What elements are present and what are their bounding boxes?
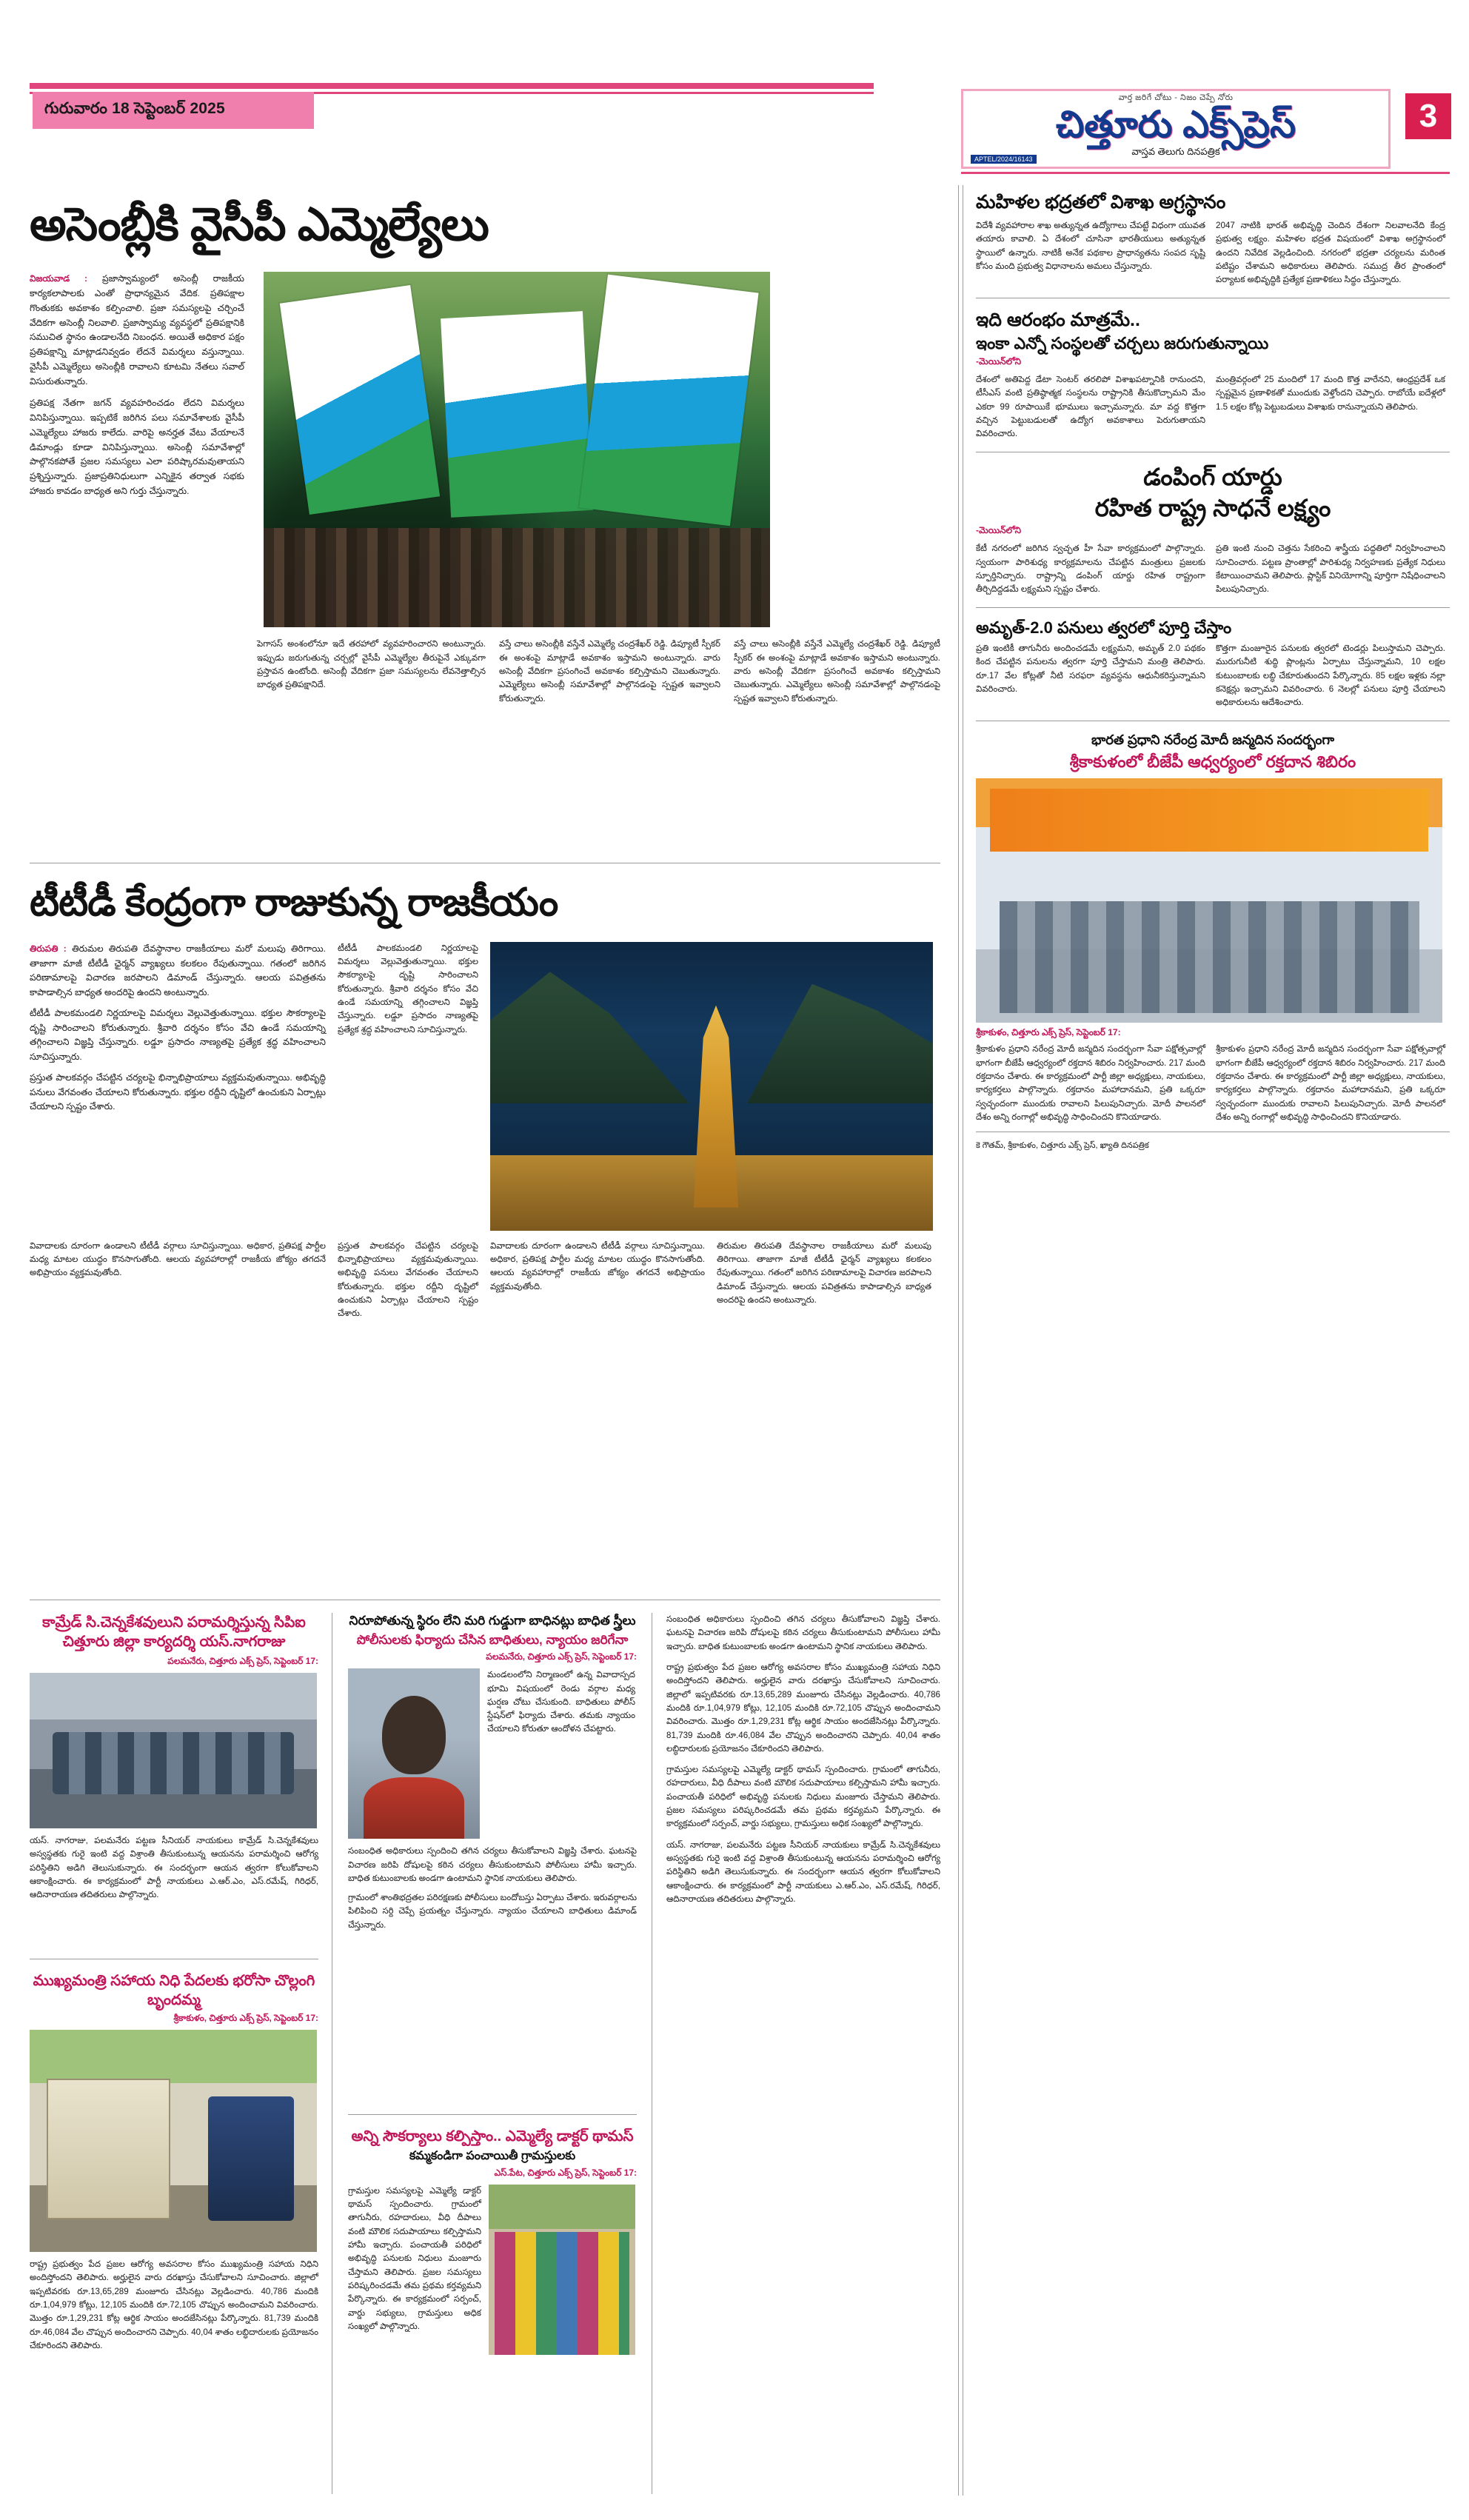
column-divider-right	[958, 185, 959, 2496]
right-s1-body-1: విదేశీ వ్యవహారాల శాఖ అత్యున్నత ఉద్యోగాలు చేపట్టే విధంగా యువత తయారు కావాలి. ఏ దేశంలో చూసినా భారతీయులు అత్యున్నత స్థాయిలో ఉన్నారు. నాటికీ అనేక పథకాల ప్రాధాన్యతను సంపద సృష్టి కోసం మంది ప్రభుత్వ విధానాలను అమలు చేస్తున్నారు.	[976, 221, 1205, 271]
right-s4-body-1: ప్రతి ఇంటికీ తాగునీరు అందించడమే లక్ష్యమని, అమృత్ 2.0 పథకం కింద చేపట్టిన పనులను త్వరగా పూర్తి చేస్తామని మంత్రి తెలిపారు. రూ.17 వేల కోట్లతో నీటి సరఫరా వ్యవస్థను ఆధునీకరిస్తున్నామని వివరించారు.	[976, 643, 1205, 694]
bottom-overflow-4: యస్. నాగరాజు, పలమనేరు పట్టణ సీనియర్ నాయకులు కామ్రేడ్ సి.చెన్నకేశవులు అస్వస్థతకు గురై ఇంటి వద్ద విశ్రాంతి తీసుకుంటున్న ఆయనను పరామర్శించి ఆరోగ్య పరిస్థితిని అడిగి తెలుసుకున్నారు. ఈ సందర్భంగా ఆయన త్వరగా కోలుకోవాలని ఆకాంక్షించారు. ఈ కార్యక్రమంలో పార్టీ నాయకులు ఎ.ఆర్.ఎం, ఎస్.రమేష్, గిరిధర్, ఆదినారాయణ తదితరులు పాల్గొన్నారు.	[666, 1839, 940, 1904]
ttd-body-2: టీటీడీ పాలకమండలి నిర్ణయాలపై విమర్శలు వెల్లువెత్తుతున్నాయి. భక్తుల సౌకర్యాలపై దృష్టి సారించాలని కోరుతున్నారు. శ్రీవారి దర్శనం కోసం వేచి ఉండే సమయాన్ని తగ్గించాలని విజ్ఞప్తి చేస్తున్నారు. లడ్డూ ప్రసాదం నాణ్యతపై ప్రత్యేక శ్రద్ధ వహించాలని సూచిస్తున్నారు.	[30, 1007, 326, 1063]
masthead-rule-top	[30, 83, 874, 89]
bjp-blood-donation-photo	[976, 778, 1442, 1023]
ttd-body-1	[30, 942, 326, 1000]
right-s2-body-1: దేశంలో అతిపెద్ద డేటా సెంటర్ తరలిపో విశాఖపట్నానికి రానుందని, టీసీఎస్ వంటి ప్రతిష్ఠాత్మక సంస్థలను రాష్ట్రానికి తీసుకొచ్చామని మేం ఎకరా 99 రూపాయికే భూములు ఇచ్చామన్నారు. మా వద్ద కొత్తగా వచ్చిన పెట్టుబడులతో ఉద్యోగ అవకాశాలు పెరుగుతాయని వివరించారు.	[976, 374, 1205, 439]
right-s4-body-2: కొత్తగా మంజూరైన పనులకు త్వరలో టెండర్లు పిలుస్తామని చెప్పారు. మురుగునీటి శుద్ధి ప్లాంట్లను ఏర్పాటు చేస్తున్నామని, 10 లక్షల కుటుంబాలకు లబ్ధి చేకూరుతుందని పేర్కొన్నారు. 85 లక్షల ఇళ్లకు నల్లా కనెక్షన్లు ఇచ్చామని వివరించారు. 6 నెలల్లో పనులు పూర్తి చేయాలని అధికారులను ఆదేశించారు.	[1216, 643, 1445, 708]
right-story-5	[976, 732, 1450, 1125]
temple-photo	[490, 942, 933, 1231]
cpi-dateline: పలమనేరు, చిత్తూరు ఎక్స్ ప్రెస్, సెప్టెంబర్ 17:	[167, 1656, 318, 1666]
ttd-dateline: తిరుపతి :	[30, 943, 67, 954]
police-body-1: మండలంలోని నిర్మాణంలో ఉన్న వివాదాస్పద భూమి విషయంలో రెండు వర్గాల మధ్య ఘర్షణ చోటు చేసుకుంది. బాధితులు పోలీస్ స్టేషన్‌లో ఫిర్యాదు చేశారు. తమకు న్యాయం చేయాలని కోరుతూ ఆందోళన చేపట్టారు.	[487, 1670, 635, 1734]
cm-fund-story	[30, 1971, 318, 2353]
ttd-caption-4: తిరుమల తిరుపతి దేవస్థానాల రాజకీయాలు మరో మలుపు తిరిగాయి. తాజాగా మాజీ టీటీడీ ఛైర్మన్ వ్యాఖ్యలు కలకలం రేపుతున్నాయి. గతంలో జరిగిన పరిణామాలపై విచారణ జరపాలని డిమాండ్ చేస్తున్నారు. ఆలయ పవిత్రతను కాపాడాల్సిన బాధ్యత అందరిపై ఉందని అంటున్నారు.	[717, 1240, 931, 1306]
right-s1-body-2: 2047 నాటికి భారత్ అభివృద్ధి చెందిన దేశంగా నిలవాలనేది కేంద్ర ప్రభుత్వ లక్ష్యం. మహిళల భద్రత విషయంలో విశాఖ అగ్రస్థానంలో ఉందని నివేదిక వెల్లడించింది. నగరంలో భద్రతా చర్యలను మరింత పటిష్టం చేశామని అధికారులు తెలిపారు. సముద్ర తీర ప్రాంతంలో పర్యాటక అభివృద్ధికి ప్రత్యేక ప్రణాళికలు సిద్ధం చేస్తున్నారు.	[1216, 221, 1445, 285]
right-s1-headline: మహిళల భద్రతలో విశాఖ అగ్రస్థానం	[976, 192, 1226, 213]
flag-graphic	[441, 311, 592, 517]
mla-body: గ్రామస్తుల సమస్యలపై ఎమ్మెల్యే డాక్టర్ థామస్ స్పందించారు. గ్రామంలో తాగునీరు, రహదారులు, వీధి దీపాలు వంటి మౌలిక సదుపాయాలు కల్పిస్తామని హామీ ఇచ్చారు. పంచాయతీ పరిధిలో అభివృద్ధి పనులకు నిధులు మంజూరు చేస్తామని తెలిపారు. ప్రజల సమస్యలు పరిష్కరించడమే తమ ప్రథమ కర్తవ్యమని పేర్కొన్నారు. ఈ కార్యక్రమంలో సర్పంచ్, వార్డు సభ్యులు, గ్రామస్తులు అధిక సంఖ్యలో పాల్గొన్నారు.	[348, 2185, 481, 2331]
ttd-story	[30, 881, 940, 1321]
page-number: 3	[1405, 93, 1451, 139]
mla-dateline: ఎస్.పేట, చిత్తూరు ఎక్స్ ప్రెస్, సెప్టెంబర్ 17:	[494, 2167, 637, 2178]
right-s5-body-1: శ్రీకాకుళం ప్రధాని నరేంద్ర మోదీ జన్మదిన సందర్భంగా సేవా పక్షోత్సవాల్లో భాగంగా బీజేపీ ఆధ్వర్యంలో రక్తదాన శిబిరం నిర్వహించారు. 217 మంది రక్తదానం చేశారు. ఈ కార్యక్రమంలో పార్టీ జిల్లా అధ్యక్షులు, నాయకులు, కార్యకర్తలు పాల్గొన్నారు. రక్తదానం మహాదానమని, ప్రతి ఒక్కరూ స్వచ్ఛందంగా ముందుకు రావాలని పిలుపునిచ్చారు. మోదీ పాలనలో దేశం అన్ని రంగాల్లో అభివృద్ధి సాధించిందని కొనియాడారు.	[976, 1044, 1205, 1123]
ttd-headline: టీటీడీ కేంద్రంగా రాజుకున్న రాజకీయం	[30, 881, 558, 924]
logo-registration-badge: APTEL/2024/16143	[971, 155, 1037, 164]
police-body-3: గ్రామంలో శాంతిభద్రతల పరిరక్షణకు పోలీసులు బందోబస్తు ఏర్పాటు చేశారు. ఇరువర్గాలను పిలిపించి సర్ది చెప్పే ప్రయత్నం చేస్తున్నారు. న్యాయం చేయాలని బాధితులు డిమాండ్ చేస్తున్నారు.	[348, 1893, 637, 1930]
right-s3-dateline: -మెయిన్‌లోని	[976, 525, 1022, 536]
right-column	[976, 191, 1450, 1153]
right-story-4	[976, 618, 1450, 710]
police-subhead: పోలీసులకు ఫిర్యాదు చేసిన బాధితులు, న్యాయం జరిగేనా	[356, 1633, 629, 1648]
cpi-body: యస్. నాగరాజు, పలమనేరు పట్టణ సీనియర్ నాయకులు కామ్రేడ్ సి.చెన్నకేశవులు అస్వస్థతకు గురై ఇంటి వద్ద విశ్రాంతి తీసుకుంటున్న ఆయనను పరామర్శించి ఆరోగ్య పరిస్థితిని అడిగి తెలుసుకున్నారు. ఈ సందర్భంగా ఆయన త్వరగా కోలుకోవాలని ఆకాంక్షించారు. ఈ కార్యక్రమంలో పార్టీ నాయకులు ఎ.ఆర్.ఎం, ఎస్.రమేష్, గిరిధర్, ఆదినారాయణ తదితరులు పాల్గొన్నారు.	[30, 1836, 318, 1900]
ttd-caption-2: ప్రస్తుత పాలకవర్గం చేపట్టిన చర్యలపై భిన్నాభిప్రాయాలు వ్యక్తమవుతున్నాయి. అభివృద్ధి పనులు వేగవంతం చేయాలని కోరుతున్నారు. భక్తుల రద్దీని దృష్టిలో ఉంచుకుని ఏర్పాట్లు చేయాలని స్పష్టం చేశారు.	[338, 1240, 478, 1319]
bottom-overflow-1: సంబంధిత అధికారులు స్పందించి తగిన చర్యలు తీసుకోవాలని విజ్ఞప్తి చేశారు. ఘటనపై విచారణ జరిపి దోషులపై కఠిన చర్యలు తీసుకుంటామని పోలీసులు హామీ ఇచ్చారు. బాధిత కుటుంబాలకు అండగా ఉంటామని స్థానిక నాయకులు తెలిపారు.	[666, 1614, 940, 1651]
right-s5-body-2: శ్రీకాకుళం ప్రధాని నరేంద్ర మోదీ జన్మదిన సందర్భంగా సేవా పక్షోత్సవాల్లో భాగంగా బీజేపీ ఆధ్వర్యంలో రక్తదాన శిబిరం నిర్వహించారు. 217 మంది రక్తదానం చేశారు. ఈ కార్యక్రమంలో పార్టీ జిల్లా అధ్యక్షులు, నాయకులు, కార్యకర్తలు పాల్గొన్నారు. రక్తదానం మహాదానమని, ప్రతి ఒక్కరూ స్వచ్ఛందంగా ముందుకు రావాలని పిలుపునిచ్చారు. మోదీ పాలనలో దేశం అన్ని రంగాల్లో అభివృద్ధి సాధించిందని కొనియాడారు.	[1216, 1044, 1445, 1123]
right-s5-dateline: శ్రీకాకుళం, చిత్తూరు ఎక్స్ ప్రెస్, సెప్టెంబర్ 17:	[976, 1027, 1121, 1038]
police-headline: నిరూపోతున్న స్థిరం లేని మరి గుడ్డుగా బాధినట్లు బాధిత స్త్రీలు	[349, 1614, 636, 1628]
mla-story	[348, 2127, 637, 2355]
right-story-1	[976, 191, 1450, 287]
right-s4-headline: అమృత్-2.0 పనులు త్వరలో పూర్తి చేస్తాం	[976, 618, 1232, 637]
ttd-caption-3: వివాదాలకు దూరంగా ఉండాలని టీటీడీ వర్గాలు సూచిస్తున్నాయి. అధికార, ప్రతిపక్ష పార్టీల మధ్య మాటల యుద్ధం కొనసాగుతోంది. ఆలయ వ్యవహారాల్లో రాజకీయ జోక్యం తగదనే అభిప్రాయం వ్యక్తమవుతోంది.	[490, 1240, 705, 1291]
right-story-2	[976, 309, 1450, 441]
police-divider	[348, 2114, 637, 2115]
right-column-footer: కె గౌతమ్, శ్రీకాకుళం, చిత్తూరు ఎక్స్ ప్రెస్, ఖ్యాతి దినపత్రిక	[976, 1141, 1149, 1151]
cpi-story	[30, 1613, 318, 1902]
masthead	[0, 0, 1469, 163]
lead-dateline: విజయవాడ :	[30, 273, 88, 284]
right-s3-headline-2: రహిత రాష్ట్ర సాధనే లక్ష్యం	[1094, 494, 1331, 521]
ttd-body-4: టీటీడీ పాలకమండలి నిర్ణయాలపై విమర్శలు వెల్లువెత్తుతున్నాయి. భక్తుల సౌకర్యాలపై దృష్టి సారించాలని కోరుతున్నారు. శ్రీవారి దర్శనం కోసం వేచి ఉండే సమయాన్ని తగ్గించాలని విజ్ఞప్తి చేస్తున్నారు. లడ్డూ ప్రసాదం నాణ్యతపై ప్రత్యేక శ్రద్ధ వహించాలని సూచిస్తున్నారు.	[338, 943, 478, 1035]
cm-fund-headline: ముఖ్యమంత్రి సహాయ నిధి పేదలకు భరోసా చొల్లంగి బృందమ్మ	[33, 1973, 315, 2008]
lead-caption-2: వస్తే చాలు అసెంబ్లీకి వస్తేనే ఎమ్మెల్యే చంద్రశేఖర్ రెడ్డి. డిప్యూటీ స్పీకర్ ఈ అంశంపై మాట్లాడే అవకాశం ఇస్తామని అంటున్నారు. వారు అసెంబ్లీ వేదికగా ప్రసంగించే అవకాశం కల్పిస్తామని చెబుతున్నారు. ఎమ్మెల్యేలు అసెంబ్లీ సమావేశాల్లో పాల్గొనడంపై స్పష్టత ఇవ్వాలని కోరుతున్నారు.	[498, 639, 720, 703]
police-body-2: సంబంధిత అధికారులు స్పందించి తగిన చర్యలు తీసుకోవాలని విజ్ఞప్తి చేశారు. ఘటనపై విచారణ జరిపి దోషులపై కఠిన చర్యలు తీసుకుంటామని పోలీసులు హామీ ఇచ్చారు. బాధిత కుటుంబాలకు అండగా ఉంటామని స్థానిక నాయకులు తెలిపారు.	[348, 1846, 637, 1883]
ttd-caption-1: వివాదాలకు దూరంగా ఉండాలని టీటీడీ వర్గాలు సూచిస్తున్నాయి. అధికార, ప్రతిపక్ష పార్టీల మధ్య మాటల యుద్ధం కొనసాగుతోంది. ఆలయ వ్యవహారాల్లో రాజకీయ జోక్యం తగదనే అభిప్రాయం వ్యక్తమవుతోంది.	[30, 1240, 326, 1278]
right-s2-dateline: -మెయిన్‌లోని	[976, 355, 1022, 367]
lead-body-1-text: ప్రజాస్వామ్యంలో అసెంబ్లీ రాజకీయ కార్యకలాపాలకు ఎంతో ప్రాధాన్యమైన వేదిక. ప్రతిపక్షాల గొంతుకకు అవకాశం కల్పించాలి. ప్రజా సమస్యలపై చర్చించే వేదికగా అసెంబ్లీ నిలవాలి. ప్రజాస్వామ్య వ్యవస్థలో ప్రతిపక్షానికి సముచిత స్థానం ఉండాలనేది నిబంధన. అయితే అధికార పక్షం ప్రతిపక్షాన్ని మాట్లాడనివ్వడం లేదనే విమర్శలు వస్తున్నాయి. వైసీపీ ఎమ్మెల్యేలు అసెంబ్లీకి రావాలని కూటమి నేతలు సవాల్ విసురుతున్నారు.	[30, 273, 244, 387]
rally-photo	[264, 272, 770, 627]
right-s3-headline-1: డంపింగ్ యార్డు	[1143, 463, 1282, 490]
ttd-body-1-text: తిరుమల తిరుపతి దేవస్థానాల రాజకీయాలు మరో మలుపు తిరిగాయి. తాజాగా మాజీ టీటీడీ ఛైర్మన్ వ్యాఖ్యలు కలకలం రేపుతున్నాయి. గతంలో జరిగిన పరిణామాలపై విచారణ జరపాలని డిమాండ్ చేస్తున్నారు. ఆలయ పవిత్రతను కాపాడాల్సిన బాధ్యత అందరిపై ఉందని అంటున్నారు.	[30, 943, 327, 998]
right-s2-subhead: ఇంకా ఎన్నో సంస్థలతో చర్చలు జరుగుతున్నాయి	[976, 333, 1269, 352]
lead-body-2: ప్రతిపక్ష నేతగా జగన్ వ్యవహరించడం లేదని విమర్శలు వినిపిస్తున్నాయి. ఇప్పటికే జరిగిన పలు సమావేశాలకు వైసీపీ ఎమ్మెల్యేలు హాజరు కాలేదు. వారిపై అనర్హత వేటు వేయాలనే డిమాండ్లు కూడా వినిపిస్తున్నాయి. అసెంబ్లీ సమావేశాల్లో పాల్గొనకపోతే ప్రజల సమస్యలు ఎలా పరిష్కారమవుతాయని ప్రశ్నిస్తున్నారు. ప్రజాప్రతినిధులుగా ఎన్నికైన తర్వాత సభకు హాజరు కావడం బాధ్యత అని గుర్తు చేస్తున్నారు.	[30, 398, 244, 497]
bottom-overflow-3: గ్రామస్తుల సమస్యలపై ఎమ్మెల్యే డాక్టర్ థామస్ స్పందించారు. గ్రామంలో తాగునీరు, రహదారులు, వీధి దీపాలు వంటి మౌలిక సదుపాయాలు కల్పిస్తామని హామీ ఇచ్చారు. పంచాయతీ పరిధిలో అభివృద్ధి పనులకు నిధులు మంజూరు చేస్తామని తెలిపారు. ప్రజల సమస్యలు పరిష్కరించడమే తమ ప్రథమ కర్తవ్యమని పేర్కొన్నారు. ఈ కార్యక్రమంలో సర్పంచ్, వార్డు సభ్యులు, గ్రామస్తులు అధిక సంఖ్యలో పాల్గొన్నారు.	[666, 1765, 940, 1829]
lead-caption-1: పెగాసస్ అంశంలోనూ ఇదే తరహాలో వ్యవహరించారని అంటున్నారు. ఇప్పుడు జరుగుతున్న చర్చల్లో వైసీపీ ఎమ్మెల్యేల తీరుపైనే ఎక్కువగా ప్రస్తావన ఉంటోంది. అసెంబ్లీ వేదికగా ప్రజా సమస్యలను లేవనెత్తాల్సిన బాధ్యత ప్రతిపక్షానిదే.	[257, 639, 486, 690]
police-story	[348, 1613, 637, 1932]
cpi-photo	[30, 1673, 317, 1828]
right-s3-body-1: కేటీ నగరంలో జరిగిన స్వచ్ఛత హీ సేవా కార్యక్రమంలో పాల్గొన్నారు. స్వయంగా పారిశుధ్య కార్యక్రమాలను చేపట్టిన మంత్రులు ప్రజలకు స్ఫూర్తినిచ్చారు. రాష్ట్రాన్ని డంపింగ్ యార్డు రహిత రాష్ట్రంగా తీర్చిదిద్దడమే లక్ష్యమని స్పష్టం చేశారు.	[976, 544, 1205, 595]
hill-graphic-left	[490, 965, 689, 1103]
cpi-headline: కామ్రేడ్ సి.చెన్నకేశవులుని పరామర్శిస్తున్న సిపిఐ చిత్తూరు జిల్లా కార్యదర్శి యస్.నాగరాజు	[42, 1614, 306, 1650]
lead-headline: అసెంబ్లీకి వైసీపీ ఎమ్మెల్యేలు	[30, 199, 489, 250]
cm-fund-photo	[30, 2030, 317, 2252]
logo-title: చిత్తూరు ఎక్స్‌ప్రెస్	[1055, 104, 1296, 145]
logo-subtitle: వాస్తవ తెలుగు దినపత్రిక	[1131, 146, 1220, 157]
bottom-overflow-2: రాష్ట్ర ప్రభుత్వం పేద ప్రజల ఆరోగ్య అవసరాల కోసం ముఖ్యమంత్రి సహాయ నిధిని అందిస్తోందని తెలిపారు. అర్హులైన వారు దరఖాస్తు చేసుకోవాలని సూచించారు. జిల్లాలో ఇప్పటివరకు రూ.13,65,289 మంజూరు చేసినట్లు వెల్లడించారు. 40,786 మందికి రూ.1,04,979 కోట్లు, 12,105 మందికి రూ.72,105 చొప్పున అందించామని వివరించారు. మొత్తం రూ.1,29,231 కోట్ల ఆర్థిక సాయం అందజేసినట్లు పేర్కొన్నారు. 81,739 మందికి రూ.46,084 వేల చొప్పున అందించారని చెప్పారు. 40,04 శాతం లబ్ధిదారులకు ప్రయోజనం చేకూరిందని తెలిపారు.	[666, 1662, 940, 1754]
lead-story	[30, 198, 940, 706]
mla-subhead: కమ్మకండిగా పంచాయితీ గ్రామస్తులకు	[409, 2150, 576, 2162]
police-portrait-photo	[348, 1668, 480, 1839]
bottom-overflow-column	[666, 1613, 940, 1906]
masthead-rule-bottom	[961, 172, 1450, 174]
logo-tagline-top: వార్త జరిగే చోటు - నిజం చెప్పే నోరు	[1118, 93, 1234, 102]
mla-headline: అన్ని సౌకర్యాలు కల్పిస్తాం.. ఎమ్మెల్యే డాక్టర్ థామస్	[351, 2128, 634, 2145]
right-story-3	[976, 463, 1450, 597]
right-s5-headline-1: భారత ప్రధాని నరేంద్ర మోదీ జన్మదిన సందర్భంగా	[1091, 732, 1335, 747]
lead-body-1	[30, 272, 244, 389]
police-dateline: పలమనేరు, చిత్తూరు ఎక్స్ ప్రెస్, సెప్టెంబర్ 17:	[486, 1651, 637, 1662]
right-s2-body-2: మంత్రివర్గంలో 25 మందిలో 17 మంది కొత్త వారేనని, ఆంధ్రప్రదేశ్ ఒక స్పష్టమైన ప్రణాళికతో ముందుకు వెళ్తోందని చెప్పారు. రాబోయే ఐదేళ్లలో 1.5 లక్షల కోట్ల పెట్టుబడులు విశాఖకు రానున్నాయని తెలిపారు.	[1216, 374, 1445, 412]
right-s3-body-2: ప్రతి ఇంటి నుంచి చెత్తను సేకరించి శాస్త్రీయ పద్ధతిలో నిర్వహించాలని సూచించారు. పట్టణ ప్రాంతాల్లో పారిశుధ్య నిర్వహణకు ప్రత్యేక నిధులు కేటాయించామని తెలిపారు. ప్లాస్టిక్ వినియోగాన్ని పూర్తిగా నిషేధించాలని పిలుపునిచ్చారు.	[1216, 544, 1445, 595]
right-s5-headline-2: శ్రీకాకుళంలో బీజేపీ ఆధ్వర్యంలో రక్తదాన శిబిరం	[1069, 752, 1356, 771]
ttd-body-3: ప్రస్తుత పాలకవర్గం చేపట్టిన చర్యలపై భిన్నాభిప్రాయాలు వ్యక్తమవుతున్నాయి. అభివృద్ధి పనులు వేగవంతం చేయాలని కోరుతున్నారు. భక్తుల రద్దీని దృష్టిలో ఉంచుకుని ఏర్పాట్లు చేయాలని స్పష్టం చేశారు.	[30, 1072, 326, 1112]
cm-fund-body: రాష్ట్ర ప్రభుత్వం పేద ప్రజల ఆరోగ్య అవసరాల కోసం ముఖ్యమంత్రి సహాయ నిధిని అందిస్తోందని తెలిపారు. అర్హులైన వారు దరఖాస్తు చేసుకోవాలని సూచించారు. జిల్లాలో ఇప్పటివరకు రూ.13,65,289 మంజూరు చేసినట్లు వెల్లడించారు. 40,786 మందికి రూ.1,04,979 కోట్లు, 12,105 మందికి రూ.72,105 చొప్పున అందించామని వివరించారు. మొత్తం రూ.1,29,231 కోట్ల ఆర్థిక సాయం అందజేసినట్లు పేర్కొన్నారు. 81,739 మందికి రూ.46,084 వేల చొప్పున అందించారని చెప్పారు. 40,04 శాతం లబ్ధిదారులకు ప్రయోజనం చేకూరిందని తెలిపారు.	[30, 2259, 318, 2350]
hill-graphic-right	[747, 971, 933, 1103]
lead-caption-3: వస్తే చాలు అసెంబ్లీకి వస్తేనే ఎమ్మెల్యే చంద్రశేఖర్ రెడ్డి. డిప్యూటీ స్పీకర్ ఈ అంశంపై మాట్లాడే అవకాశం ఇస్తామని అంటున్నారు. వారు అసెంబ్లీ వేదికగా ప్రసంగించే అవకాశం కల్పిస్తామని చెబుతున్నారు. ఎమ్మెల్యేలు అసెంబ్లీ సమావేశాల్లో పాల్గొనడంపై స్పష్టత ఇవ్వాలని కోరుతున్నారు.	[733, 639, 940, 703]
right-s2-headline: ఇది ఆరంభం మాత్రమే..	[976, 309, 1140, 330]
cm-fund-dateline: శ్రీకాకుళం, చిత్తూరు ఎక్స్ ప్రెస్, సెప్టెంబర్ 17:	[173, 2013, 318, 2023]
publication-date: గురువారం 18 సెప్టెంబర్ 2025	[33, 92, 314, 129]
crowd-graphic	[264, 528, 770, 627]
newspaper-logo	[961, 89, 1391, 169]
mla-photo	[489, 2185, 635, 2355]
right-divider-3	[976, 607, 1450, 608]
